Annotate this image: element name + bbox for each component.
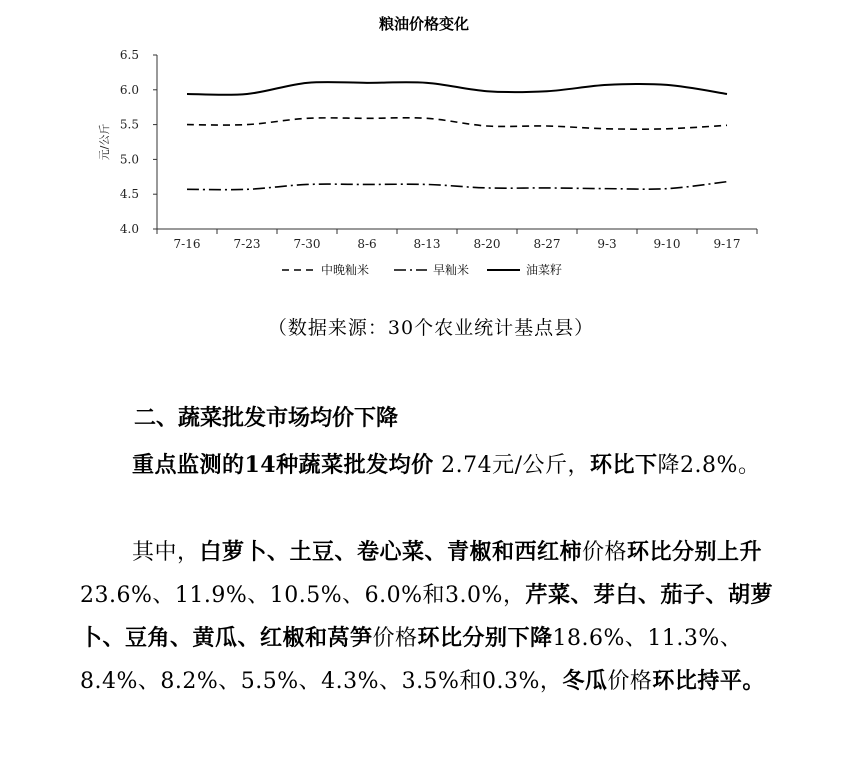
y-tick-label: 5.0 bbox=[119, 152, 139, 167]
series-line-2 bbox=[187, 82, 727, 95]
chart-title: 粮油价格变化 bbox=[378, 15, 470, 33]
series-line-1 bbox=[187, 182, 727, 190]
x-tick-label: 9-17 bbox=[713, 237, 741, 251]
y-tick-label: 6.5 bbox=[119, 48, 139, 62]
y-tick-label: 6.0 bbox=[119, 82, 139, 97]
y-tick-label: 5.5 bbox=[119, 117, 139, 132]
x-tick-label: 8-13 bbox=[413, 237, 441, 251]
para2-bold-4: 环比分别下降 bbox=[417, 625, 553, 651]
y-axis-label: 元/公斤 bbox=[98, 123, 111, 161]
data-source-note: （数据来源：30个农业统计基点县） bbox=[267, 317, 595, 339]
legend-label-1: 早籼米 bbox=[433, 263, 470, 277]
paragraph-vegetable-details bbox=[80, 531, 780, 703]
price-line-chart bbox=[0, 0, 862, 300]
y-axis-ticks bbox=[120, 48, 157, 236]
para1-text-1: 2.74元/公斤， bbox=[441, 453, 591, 478]
series-layer bbox=[187, 82, 727, 190]
para2-bold-2: 环比分别上升 bbox=[627, 539, 763, 565]
y-tick-label: 4.5 bbox=[119, 187, 139, 202]
paragraph-vegetable-average bbox=[80, 444, 780, 487]
legend-label-0: 中晚籼米 bbox=[321, 263, 370, 277]
series-line-0 bbox=[187, 118, 727, 129]
para2-bold-6: 环比持平。 bbox=[652, 668, 765, 694]
para1-bold-2: 环比下 bbox=[590, 452, 658, 478]
x-tick-label: 7-16 bbox=[173, 237, 201, 251]
x-tick-label: 9-10 bbox=[653, 237, 681, 251]
chart-legend bbox=[282, 262, 562, 277]
para2-text-1: 其中， bbox=[132, 540, 200, 565]
x-tick-label: 8-6 bbox=[357, 237, 377, 251]
para2-text-3: 23.6%、11.9%、10.5%、6.0%和3.0%， bbox=[80, 583, 526, 608]
x-tick-label: 8-20 bbox=[473, 237, 501, 251]
x-tick-label: 8-27 bbox=[533, 237, 561, 251]
x-tick-label: 7-30 bbox=[293, 237, 321, 251]
legend-label-2: 油菜籽 bbox=[526, 263, 563, 277]
para2-text-5: 18.6%、11.3%、8.4%、8.2%、5.5%、4.3%、3.5%和0.3%， bbox=[80, 626, 743, 694]
para2-bold-3: 芹菜、芽白、茄子、胡萝卜、豆角、黄瓜、红椒和莴笋 bbox=[80, 582, 773, 651]
para2-text-6: 价格 bbox=[607, 669, 653, 694]
x-tick-label: 9-3 bbox=[597, 237, 617, 251]
para1-bold-1: 重点监测的14种蔬菜批发均价 bbox=[132, 452, 434, 478]
para2-text-4: 价格 bbox=[372, 626, 418, 651]
para2-bold-1: 白萝卜、土豆、卷心菜、青椒和西红柿 bbox=[199, 539, 583, 565]
x-tick-label: 7-23 bbox=[233, 237, 261, 251]
para2-bold-5: 冬瓜 bbox=[562, 668, 608, 694]
y-tick-label: 4.0 bbox=[119, 222, 139, 236]
x-axis-ticks bbox=[157, 229, 757, 251]
para2-text-2: 价格 bbox=[582, 540, 628, 565]
section-heading: 二、蔬菜批发市场均价下降 bbox=[134, 406, 399, 431]
para1-text-2: 降2.8%。 bbox=[657, 453, 761, 478]
